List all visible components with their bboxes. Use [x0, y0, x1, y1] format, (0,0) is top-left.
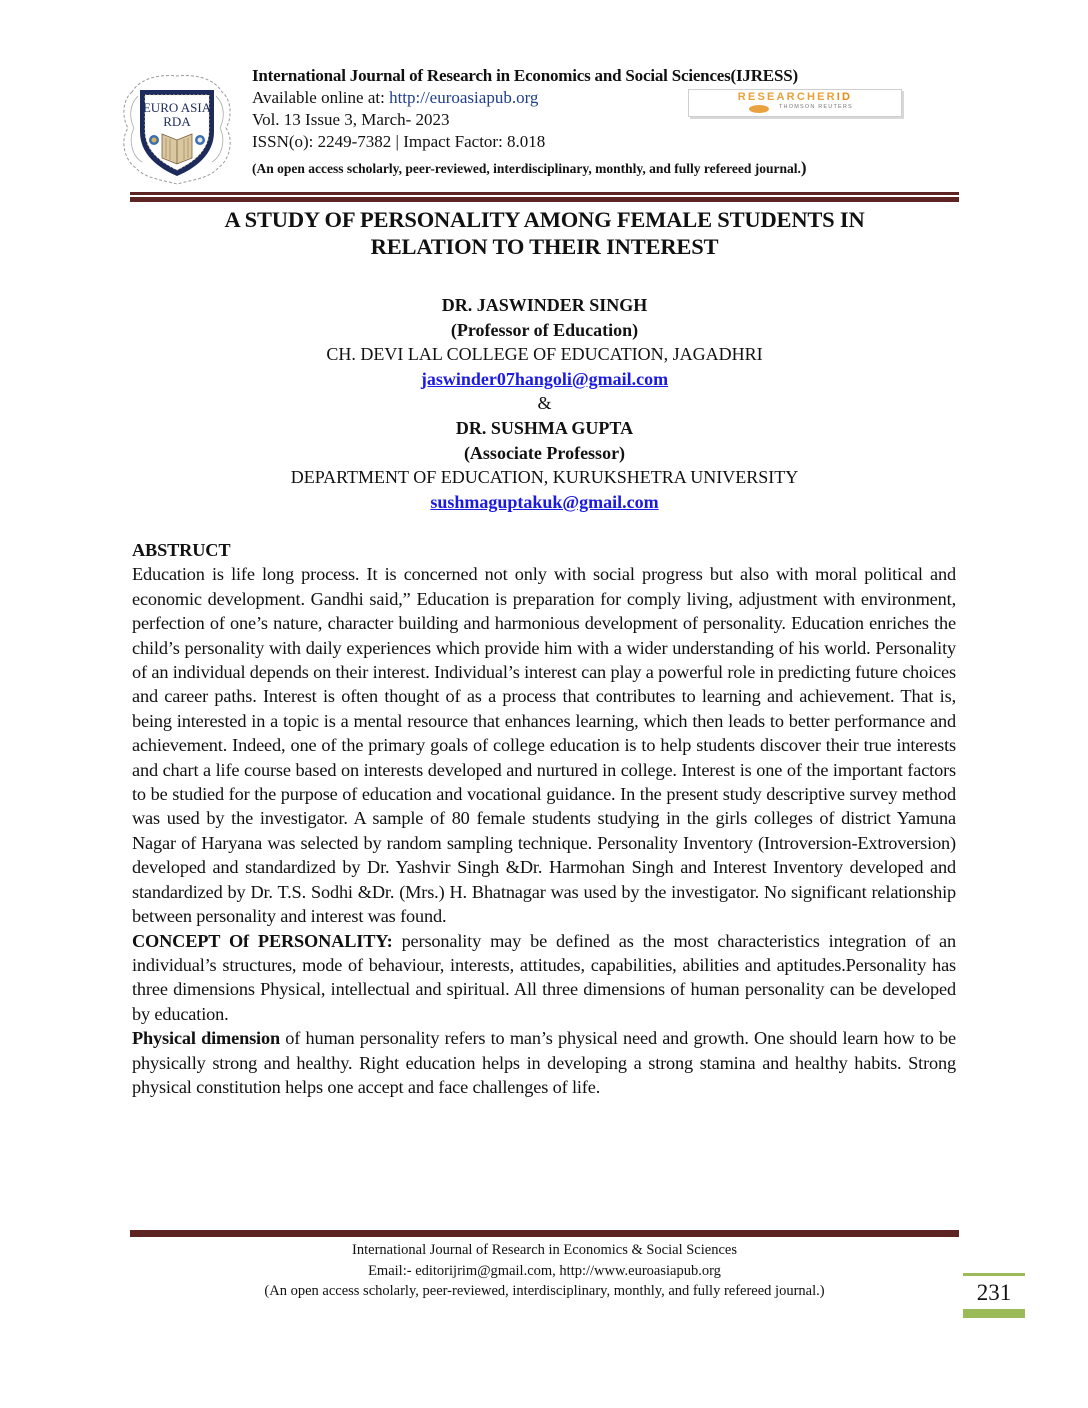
open-access-text: (An open access scholarly, peer-reviewed, interdisciplinary, monthly, and fully refereed journal. — [252, 161, 801, 176]
author-name: DR. SUSHMA GUPTA — [455, 417, 634, 438]
thomson-reuters-globe-icon — [749, 105, 769, 113]
physical-dimension-text: of human personality refers to man’s physical need and growth. One should learn how to be physically strong and healthy. Right education helps in developing a strong stamina and healthy habits. Strong physical constitution helps one accept and face challenges of life. — [132, 1028, 956, 1097]
author-email-link[interactable]: jaswinder07hangoli@gmail.com — [420, 368, 669, 389]
concept-heading: CONCEPT Of PERSONALITY: — [132, 930, 393, 951]
journal-name: International Journal of Research in Economics and Social Sciences(IJRESS) — [252, 66, 798, 85]
footer-journal-name: International Journal of Research in Economics & Social Sciences — [352, 1242, 737, 1258]
concept-paragraph — [132, 929, 956, 1027]
logo-text-line1: EURO ASIA — [142, 100, 212, 115]
logo-text-line2: RDA — [163, 114, 191, 129]
footer-rule — [130, 1230, 959, 1237]
researcherid-badge — [688, 89, 902, 117]
author-name: DR. JASWINDER SINGH — [441, 295, 648, 315]
researcherid-brand — [689, 91, 901, 103]
open-access-note — [252, 156, 952, 181]
author-role: (Professor of Education) — [450, 319, 639, 340]
abstract-text: Education is life long process. It is concerned not only with social progress but also with moral political and economic development. Gandhi said,” Education is preparation for comply living, adjustment with environment, perfection of one’s nature, character building and harmonious development of personality. Education enriches the child’s personality with daily experiences which provide him with a wider understanding of his world. Personality of an individual depends on their interest. Individual’s interest can play a powerful role in predicting future choices and career paths. Interest is often thought of as a process that contributes to learning and achievement. That is, being interested in a topic is a mental resource that enhances learning, which then leads to better performance and achievement. Indeed, one of the primary goals of college education is to help students discover their true interests and chart a life course based on interests developed and nurtured in college. Interest is one of the important factors to be studied for the purpose of education and vocational guidance. In the present study descriptive survey method was used by the investigator. A sample of 80 female students studying in the girls colleges of district Yamuna Nagar of Haryana was selected by random sampling technique. Personality Inventory (Introversion-Extroversion) developed and standardized by Dr. Yashvir Singh &Dr. Harmohan Singh and Interest Inventory developed and standardized by Dr. T.S. Sodhi &Dr. (Mrs.) H. Bhatnagar was used by the investigator. No significant relationship between personality and interest was found. — [132, 564, 956, 927]
physical-dimension-heading: Physical dimension — [132, 1028, 280, 1049]
page-footer — [130, 1240, 959, 1302]
abstract-heading: ABSTRUCT — [132, 540, 231, 560]
author-block — [130, 293, 959, 514]
header-rule-thick — [130, 197, 959, 202]
availability-label: Available online at: — [252, 88, 390, 107]
concept-text: personality may be defined as the most characteristics integration of an individual’s structures, mode of behaviour, interests, attitudes, capabilities, abilities and aptitudes.Personality has three dimensions Physical, intellectual and spiritual. All three dimensions of human personality can be developed by education. — [132, 930, 956, 1024]
authors-separator: & — [537, 393, 552, 414]
researcherid-brand-part1: RESEARCHER — [737, 91, 837, 103]
paper-title-line2: RELATION TO THEIR INTEREST — [370, 234, 719, 259]
author-email-link[interactable]: sushmaguptakuk@gmail.com — [430, 491, 659, 512]
author-affiliation: CH. DEVI LAL COLLEGE OF EDUCATION, JAGADHRI — [326, 344, 763, 365]
author-affiliation: DEPARTMENT OF EDUCATION, KURUKSHETRA UNIVERSITY — [290, 467, 799, 488]
header-rule-thin — [130, 192, 959, 195]
footer-open-access: (An open access scholarly, peer-reviewed, interdisciplinary, monthly, and fully refereed journal.) — [264, 1283, 825, 1299]
paper-title — [130, 206, 959, 260]
volume-issue: Vol. 13 Issue 3, March- 2023 — [252, 110, 450, 129]
page-number: 231 — [976, 1280, 1012, 1305]
researcherid-brand-part2: ID — [836, 91, 853, 103]
footer-contact: Email:- editorijrim@gmail.com, http://www.euroasiapub.org — [368, 1262, 721, 1279]
author-role: (Associate Professor) — [463, 442, 626, 463]
physical-dimension-paragraph — [132, 1026, 956, 1099]
paper-body — [132, 538, 956, 1099]
open-access-close: ) — [800, 158, 807, 177]
journal-url-link[interactable]: http://euroasiapub.org — [389, 88, 539, 107]
page-number-bar-top — [963, 1273, 1025, 1276]
issn-impact-factor: ISSN(o): 2249-7382 | Impact Factor: 8.018 — [252, 132, 546, 151]
journal-header — [252, 64, 952, 181]
paper-title-line1: A STUDY OF PERSONALITY AMONG FEMALE STUDENTS IN — [224, 207, 865, 232]
researcherid-sub: THOMSON REUTERS — [779, 104, 853, 110]
page-number-bar-bottom — [963, 1309, 1025, 1318]
journal-logo — [118, 70, 236, 186]
